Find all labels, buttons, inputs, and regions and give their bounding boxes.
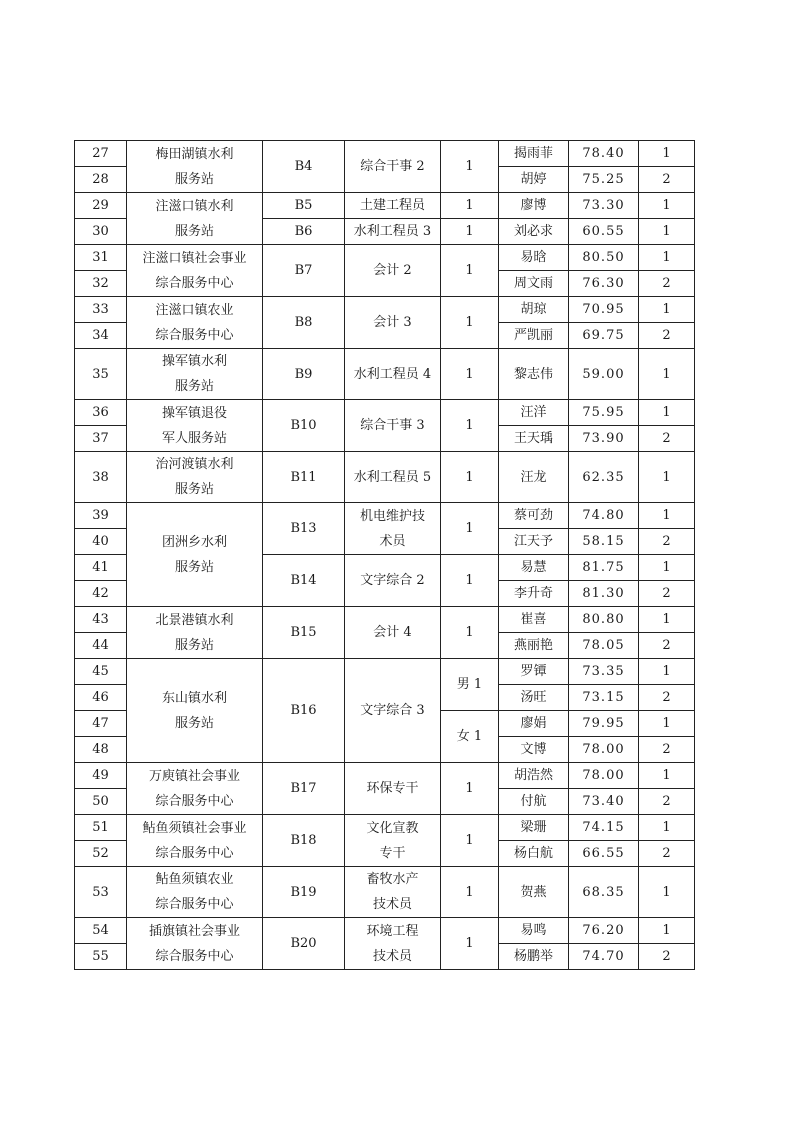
candidate-name: 梁珊 — [499, 815, 569, 841]
score: 58.15 — [569, 529, 639, 555]
candidate-name: 崔喜 — [499, 607, 569, 633]
post-count: 1 — [441, 763, 499, 815]
post-name: 会计 4 — [345, 607, 441, 659]
post-code: B5 — [263, 193, 345, 219]
post-code: B4 — [263, 141, 345, 193]
candidate-name: 严凯丽 — [499, 323, 569, 349]
post-count: 1 — [441, 815, 499, 867]
rank: 1 — [639, 141, 695, 167]
candidate-name: 易慧 — [499, 555, 569, 581]
row-number: 35 — [75, 349, 127, 400]
post-name: 会计 3 — [345, 297, 441, 349]
post-count: 1 — [441, 141, 499, 193]
post-code: B8 — [263, 297, 345, 349]
row-number: 27 — [75, 141, 127, 167]
table-row — [75, 349, 695, 400]
rank: 1 — [639, 607, 695, 633]
table-row — [75, 659, 695, 685]
post-count: 1 — [441, 918, 499, 970]
rank: 1 — [639, 815, 695, 841]
post-name: 综合干事 3 — [345, 400, 441, 452]
score: 76.20 — [569, 918, 639, 944]
rank: 1 — [639, 297, 695, 323]
rank: 2 — [639, 737, 695, 763]
candidate-name: 汤旺 — [499, 685, 569, 711]
post-code: B19 — [263, 867, 345, 918]
candidate-name: 胡婷 — [499, 167, 569, 193]
rank: 1 — [639, 555, 695, 581]
rank: 1 — [639, 349, 695, 400]
candidate-name: 廖娟 — [499, 711, 569, 737]
candidate-name: 刘必求 — [499, 219, 569, 245]
unit-name: 万庾镇社会事业 综合服务中心 — [127, 763, 263, 815]
post-count: 1 — [441, 245, 499, 297]
table-row — [75, 245, 695, 271]
post-count: 1 — [441, 349, 499, 400]
score: 74.70 — [569, 944, 639, 970]
score: 60.55 — [569, 219, 639, 245]
unit-name: 东山镇水利 服务站 — [127, 659, 263, 763]
candidate-name: 燕丽艳 — [499, 633, 569, 659]
post-name: 会计 2 — [345, 245, 441, 297]
post-code: B7 — [263, 245, 345, 297]
row-number: 41 — [75, 555, 127, 581]
rank: 2 — [639, 271, 695, 297]
score: 78.05 — [569, 633, 639, 659]
candidate-name: 胡浩然 — [499, 763, 569, 789]
unit-name: 团洲乡水利 服务站 — [127, 503, 263, 607]
post-code: B6 — [263, 219, 345, 245]
rank: 2 — [639, 323, 695, 349]
score: 80.50 — [569, 245, 639, 271]
post-code: B9 — [263, 349, 345, 400]
rank: 2 — [639, 944, 695, 970]
score: 74.80 — [569, 503, 639, 529]
row-number: 43 — [75, 607, 127, 633]
row-number: 29 — [75, 193, 127, 219]
score: 73.90 — [569, 426, 639, 452]
row-number: 28 — [75, 167, 127, 193]
unit-name: 治河渡镇水利 服务站 — [127, 452, 263, 503]
score: 75.25 — [569, 167, 639, 193]
rank: 1 — [639, 245, 695, 271]
score: 80.80 — [569, 607, 639, 633]
row-number: 38 — [75, 452, 127, 503]
score: 66.55 — [569, 841, 639, 867]
score: 73.15 — [569, 685, 639, 711]
table-row — [75, 867, 695, 918]
post-code: B10 — [263, 400, 345, 452]
score: 78.00 — [569, 737, 639, 763]
candidate-name: 易鸣 — [499, 918, 569, 944]
score: 79.95 — [569, 711, 639, 737]
table-row — [75, 918, 695, 944]
rank: 1 — [639, 659, 695, 685]
post-count: 1 — [441, 219, 499, 245]
row-number: 55 — [75, 944, 127, 970]
rank: 2 — [639, 167, 695, 193]
candidate-name: 杨白航 — [499, 841, 569, 867]
score: 76.30 — [569, 271, 639, 297]
rank: 1 — [639, 193, 695, 219]
post-count: 1 — [441, 452, 499, 503]
candidate-name: 杨鹏举 — [499, 944, 569, 970]
score: 73.35 — [569, 659, 639, 685]
candidate-name: 罗镡 — [499, 659, 569, 685]
post-name: 土建工程员 — [345, 193, 441, 219]
row-number: 30 — [75, 219, 127, 245]
row-number: 48 — [75, 737, 127, 763]
rank: 1 — [639, 400, 695, 426]
candidate-name: 揭雨菲 — [499, 141, 569, 167]
table-row — [75, 193, 695, 219]
score: 62.35 — [569, 452, 639, 503]
post-name: 水利工程员 5 — [345, 452, 441, 503]
post-name: 环境工程 技术员 — [345, 918, 441, 970]
row-number: 45 — [75, 659, 127, 685]
candidate-name: 廖博 — [499, 193, 569, 219]
score: 78.00 — [569, 763, 639, 789]
post-code: B20 — [263, 918, 345, 970]
post-name: 文化宣教 专干 — [345, 815, 441, 867]
rank: 2 — [639, 426, 695, 452]
table-row — [75, 141, 695, 167]
row-number: 51 — [75, 815, 127, 841]
candidate-name: 周文雨 — [499, 271, 569, 297]
table-row — [75, 297, 695, 323]
score: 74.15 — [569, 815, 639, 841]
candidate-name: 付航 — [499, 789, 569, 815]
post-code: B13 — [263, 503, 345, 555]
row-number: 49 — [75, 763, 127, 789]
candidate-name: 黎志伟 — [499, 349, 569, 400]
row-number: 50 — [75, 789, 127, 815]
rank: 1 — [639, 867, 695, 918]
rank: 2 — [639, 841, 695, 867]
row-number: 36 — [75, 400, 127, 426]
post-count-female: 女 1 — [441, 711, 499, 763]
rank: 2 — [639, 529, 695, 555]
results-table — [74, 140, 695, 970]
score: 81.30 — [569, 581, 639, 607]
candidate-name: 蔡可劲 — [499, 503, 569, 529]
post-name: 文字综合 3 — [345, 659, 441, 763]
row-number: 39 — [75, 503, 127, 529]
row-number: 53 — [75, 867, 127, 918]
row-number: 34 — [75, 323, 127, 349]
candidate-name: 文博 — [499, 737, 569, 763]
row-number: 54 — [75, 918, 127, 944]
rank: 1 — [639, 503, 695, 529]
candidate-name: 易晗 — [499, 245, 569, 271]
table-row — [75, 815, 695, 841]
row-number: 47 — [75, 711, 127, 737]
post-count: 1 — [441, 607, 499, 659]
candidate-name: 江天予 — [499, 529, 569, 555]
table-row — [75, 452, 695, 503]
post-name: 综合干事 2 — [345, 141, 441, 193]
post-count-male: 男 1 — [441, 659, 499, 711]
row-number: 46 — [75, 685, 127, 711]
score: 73.40 — [569, 789, 639, 815]
score: 70.95 — [569, 297, 639, 323]
post-code: B16 — [263, 659, 345, 763]
unit-name: 注滋口镇水利 服务站 — [127, 193, 263, 245]
post-name: 文字综合 2 — [345, 555, 441, 607]
row-number: 42 — [75, 581, 127, 607]
unit-name: 鲇鱼须镇农业 综合服务中心 — [127, 867, 263, 918]
post-name: 机电维护技 术员 — [345, 503, 441, 555]
rank: 2 — [639, 789, 695, 815]
post-code: B18 — [263, 815, 345, 867]
post-name: 水利工程员 3 — [345, 219, 441, 245]
rank: 1 — [639, 452, 695, 503]
score: 73.30 — [569, 193, 639, 219]
post-code: B14 — [263, 555, 345, 607]
rank: 2 — [639, 633, 695, 659]
row-number: 52 — [75, 841, 127, 867]
score: 75.95 — [569, 400, 639, 426]
row-number: 33 — [75, 297, 127, 323]
post-count: 1 — [441, 297, 499, 349]
score: 69.75 — [569, 323, 639, 349]
table-row — [75, 607, 695, 633]
rank: 1 — [639, 918, 695, 944]
post-name: 畜牧水产 技术员 — [345, 867, 441, 918]
unit-name: 插旗镇社会事业 综合服务中心 — [127, 918, 263, 970]
post-count: 1 — [441, 503, 499, 555]
post-count: 1 — [441, 400, 499, 452]
rank: 1 — [639, 763, 695, 789]
table-row — [75, 763, 695, 789]
post-name: 环保专干 — [345, 763, 441, 815]
unit-name: 操军镇水利 服务站 — [127, 349, 263, 400]
unit-name: 操军镇退役 军人服务站 — [127, 400, 263, 452]
table-row — [75, 400, 695, 426]
post-count: 1 — [441, 867, 499, 918]
post-code: B17 — [263, 763, 345, 815]
candidate-name: 李升奇 — [499, 581, 569, 607]
candidate-name: 汪龙 — [499, 452, 569, 503]
row-number: 32 — [75, 271, 127, 297]
post-count: 1 — [441, 193, 499, 219]
rank: 2 — [639, 581, 695, 607]
post-count: 1 — [441, 555, 499, 607]
post-name: 水利工程员 4 — [345, 349, 441, 400]
score: 81.75 — [569, 555, 639, 581]
rank: 1 — [639, 711, 695, 737]
candidate-name: 胡琼 — [499, 297, 569, 323]
row-number: 31 — [75, 245, 127, 271]
rank: 1 — [639, 219, 695, 245]
unit-name: 注滋口镇农业 综合服务中心 — [127, 297, 263, 349]
candidate-name: 贺燕 — [499, 867, 569, 918]
candidate-name: 汪洋 — [499, 400, 569, 426]
post-code: B15 — [263, 607, 345, 659]
row-number: 37 — [75, 426, 127, 452]
row-number: 44 — [75, 633, 127, 659]
score: 68.35 — [569, 867, 639, 918]
score: 78.40 — [569, 141, 639, 167]
unit-name: 北景港镇水利 服务站 — [127, 607, 263, 659]
score: 59.00 — [569, 349, 639, 400]
unit-name: 梅田湖镇水利 服务站 — [127, 141, 263, 193]
row-number: 40 — [75, 529, 127, 555]
post-code: B11 — [263, 452, 345, 503]
candidate-name: 王天瑀 — [499, 426, 569, 452]
unit-name: 注滋口镇社会事业 综合服务中心 — [127, 245, 263, 297]
rank: 2 — [639, 685, 695, 711]
unit-name: 鲇鱼须镇社会事业 综合服务中心 — [127, 815, 263, 867]
table-row — [75, 503, 695, 529]
